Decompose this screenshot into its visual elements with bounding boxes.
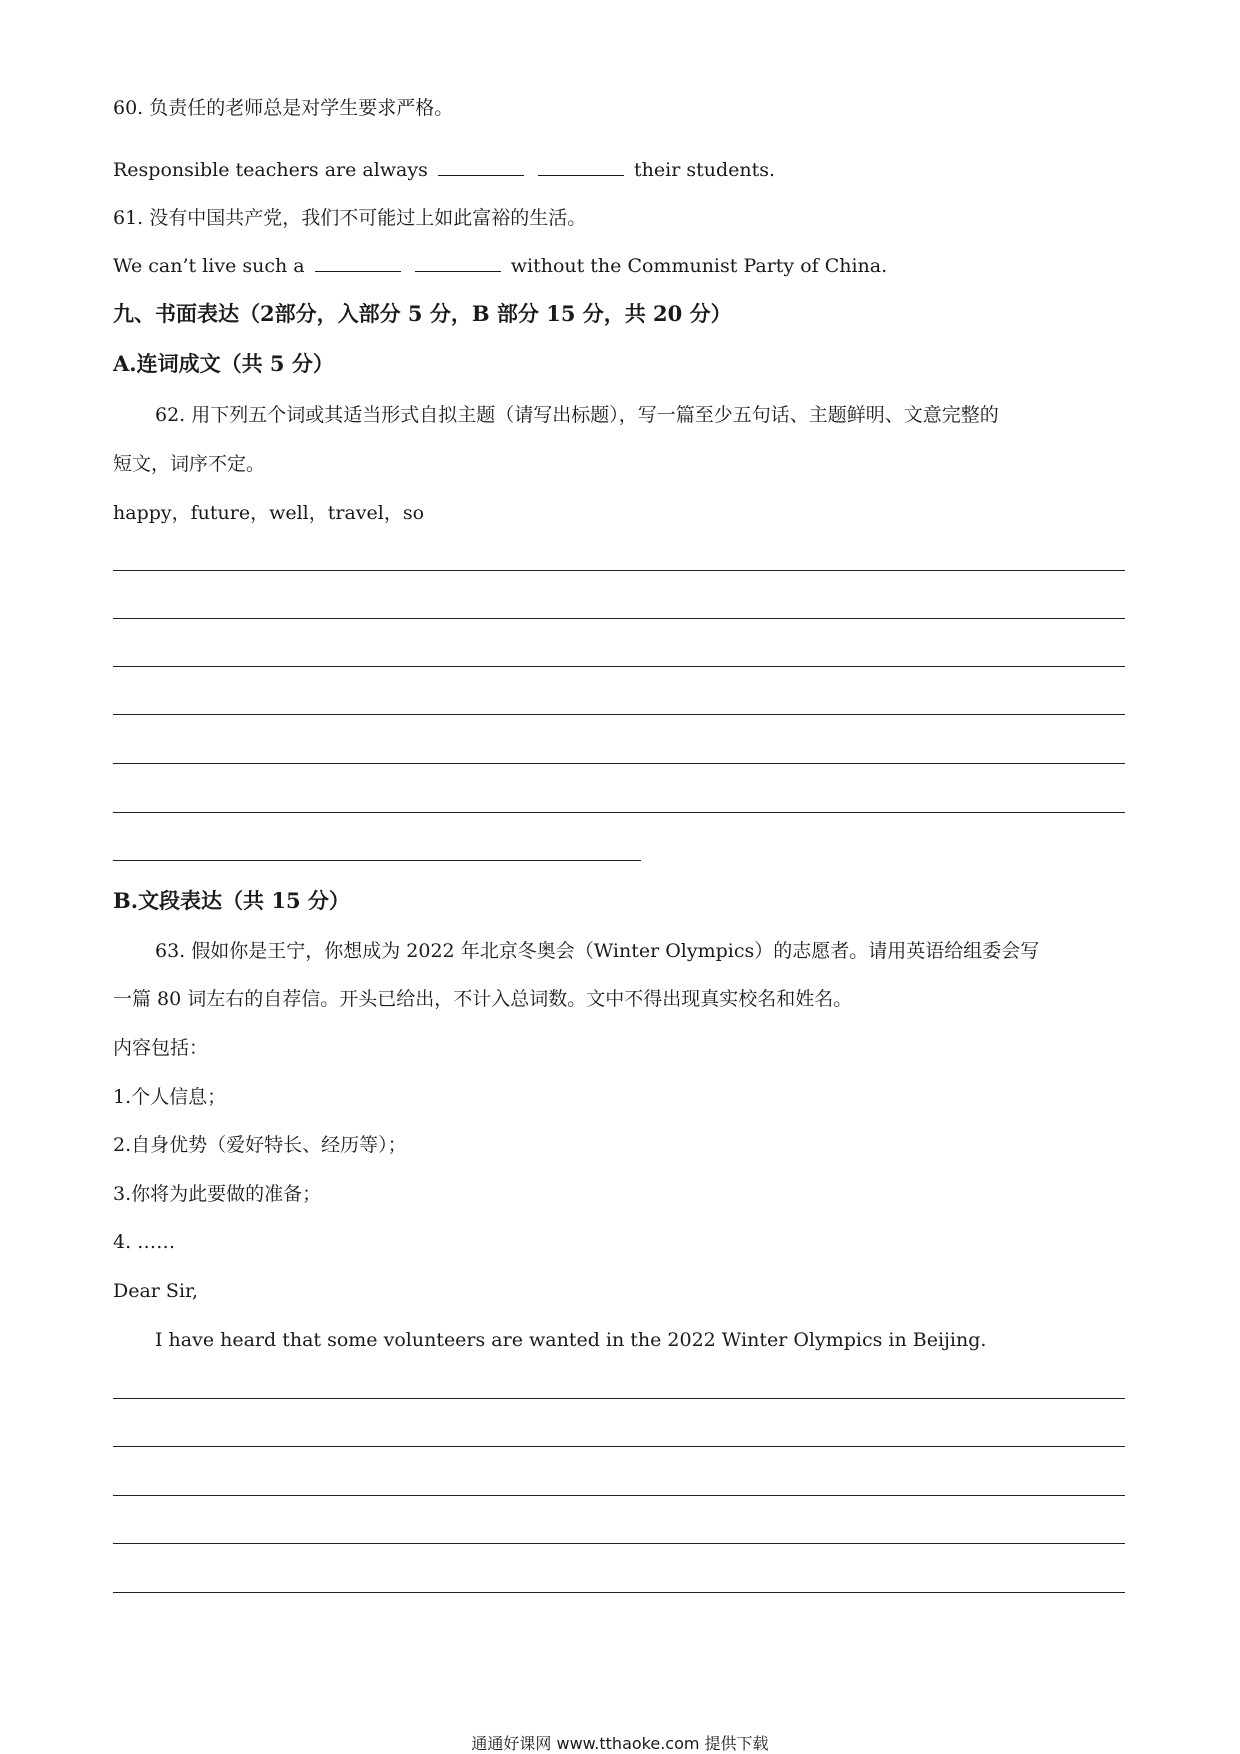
partA-title: A.连词成文（共 5 分） bbox=[113, 351, 334, 376]
partA-writing-line[interactable] bbox=[113, 763, 1125, 764]
q62-instruction-2: 短文，词序不定。 bbox=[113, 453, 266, 475]
q63-instruction-1: 63. 假如你是王宁，你想成为 2022 年北京冬奥会（Winter Olympics）的志愿者。请用英语给组委会写 bbox=[155, 940, 1040, 962]
section9-title: 九、书面表达（2部分，入部分 5 分，B 部分 15 分，共 20 分） bbox=[113, 301, 732, 326]
letter-opening: I have heard that some volunteers are wanted in the 2022 Winter Olympics in Beijing. bbox=[155, 1329, 987, 1351]
q61-prompt: 61. 没有中国共产党，我们不可能过上如此富裕的生活。 bbox=[113, 207, 587, 229]
q61-blank-1[interactable] bbox=[315, 253, 401, 272]
q60-blank-2[interactable] bbox=[538, 157, 624, 176]
q61-blank-2[interactable] bbox=[415, 253, 501, 272]
q62-instruction-1: 62. 用下列五个词或其适当形式自拟主题（请写出标题），写一篇至少五句话、主题鲜明、文意完整的 bbox=[155, 404, 999, 426]
q63-instruction-2: 一篇 80 词左右的自荐信。开头已给出，不计入总词数。文中不得出现真实校名和姓名。 bbox=[113, 988, 853, 1010]
content-point: 4. …… bbox=[113, 1231, 176, 1253]
footer-source: 通通好课网 www.tthaoke.com 提供下载 bbox=[471, 1734, 769, 1753]
content-point: 3.你将为此要做的准备； bbox=[113, 1183, 322, 1205]
q60-answer-after: their students. bbox=[634, 159, 776, 181]
partA-writing-line[interactable] bbox=[113, 812, 1125, 813]
content-point: 1.个人信息； bbox=[113, 1086, 227, 1108]
partB-writing-line[interactable] bbox=[113, 1495, 1125, 1496]
q61-answer-after: without the Communist Party of China. bbox=[510, 255, 888, 277]
partA-writing-line[interactable] bbox=[113, 570, 1125, 571]
content-label: 内容包括： bbox=[113, 1037, 209, 1059]
partA-writing-line[interactable] bbox=[113, 714, 1125, 715]
q60-blank-1[interactable] bbox=[438, 157, 524, 176]
letter-salutation: Dear Sir, bbox=[113, 1280, 199, 1302]
partB-title: B.文段表达（共 15 分） bbox=[113, 888, 350, 913]
partA-writing-line[interactable] bbox=[113, 618, 1125, 619]
partB-writing-line[interactable] bbox=[113, 1592, 1125, 1593]
q61-answer-before: We can’t live such a bbox=[113, 255, 305, 277]
content-point: 2.自身优势（爱好特长、经历等）； bbox=[113, 1134, 407, 1156]
q60-answer-before: Responsible teachers are always bbox=[113, 159, 428, 181]
q61-answer-line bbox=[113, 253, 887, 279]
partA-writing-line[interactable] bbox=[113, 860, 641, 861]
q60-answer-line bbox=[113, 157, 775, 183]
q62-word-list: happy，future，well，travel，so bbox=[113, 502, 425, 524]
partA-writing-line[interactable] bbox=[113, 666, 1125, 667]
partB-writing-line[interactable] bbox=[113, 1398, 1125, 1399]
q60-prompt: 60. 负责任的老师总是对学生要求严格。 bbox=[113, 97, 454, 119]
partB-writing-line[interactable] bbox=[113, 1446, 1125, 1447]
partB-writing-line[interactable] bbox=[113, 1543, 1125, 1544]
